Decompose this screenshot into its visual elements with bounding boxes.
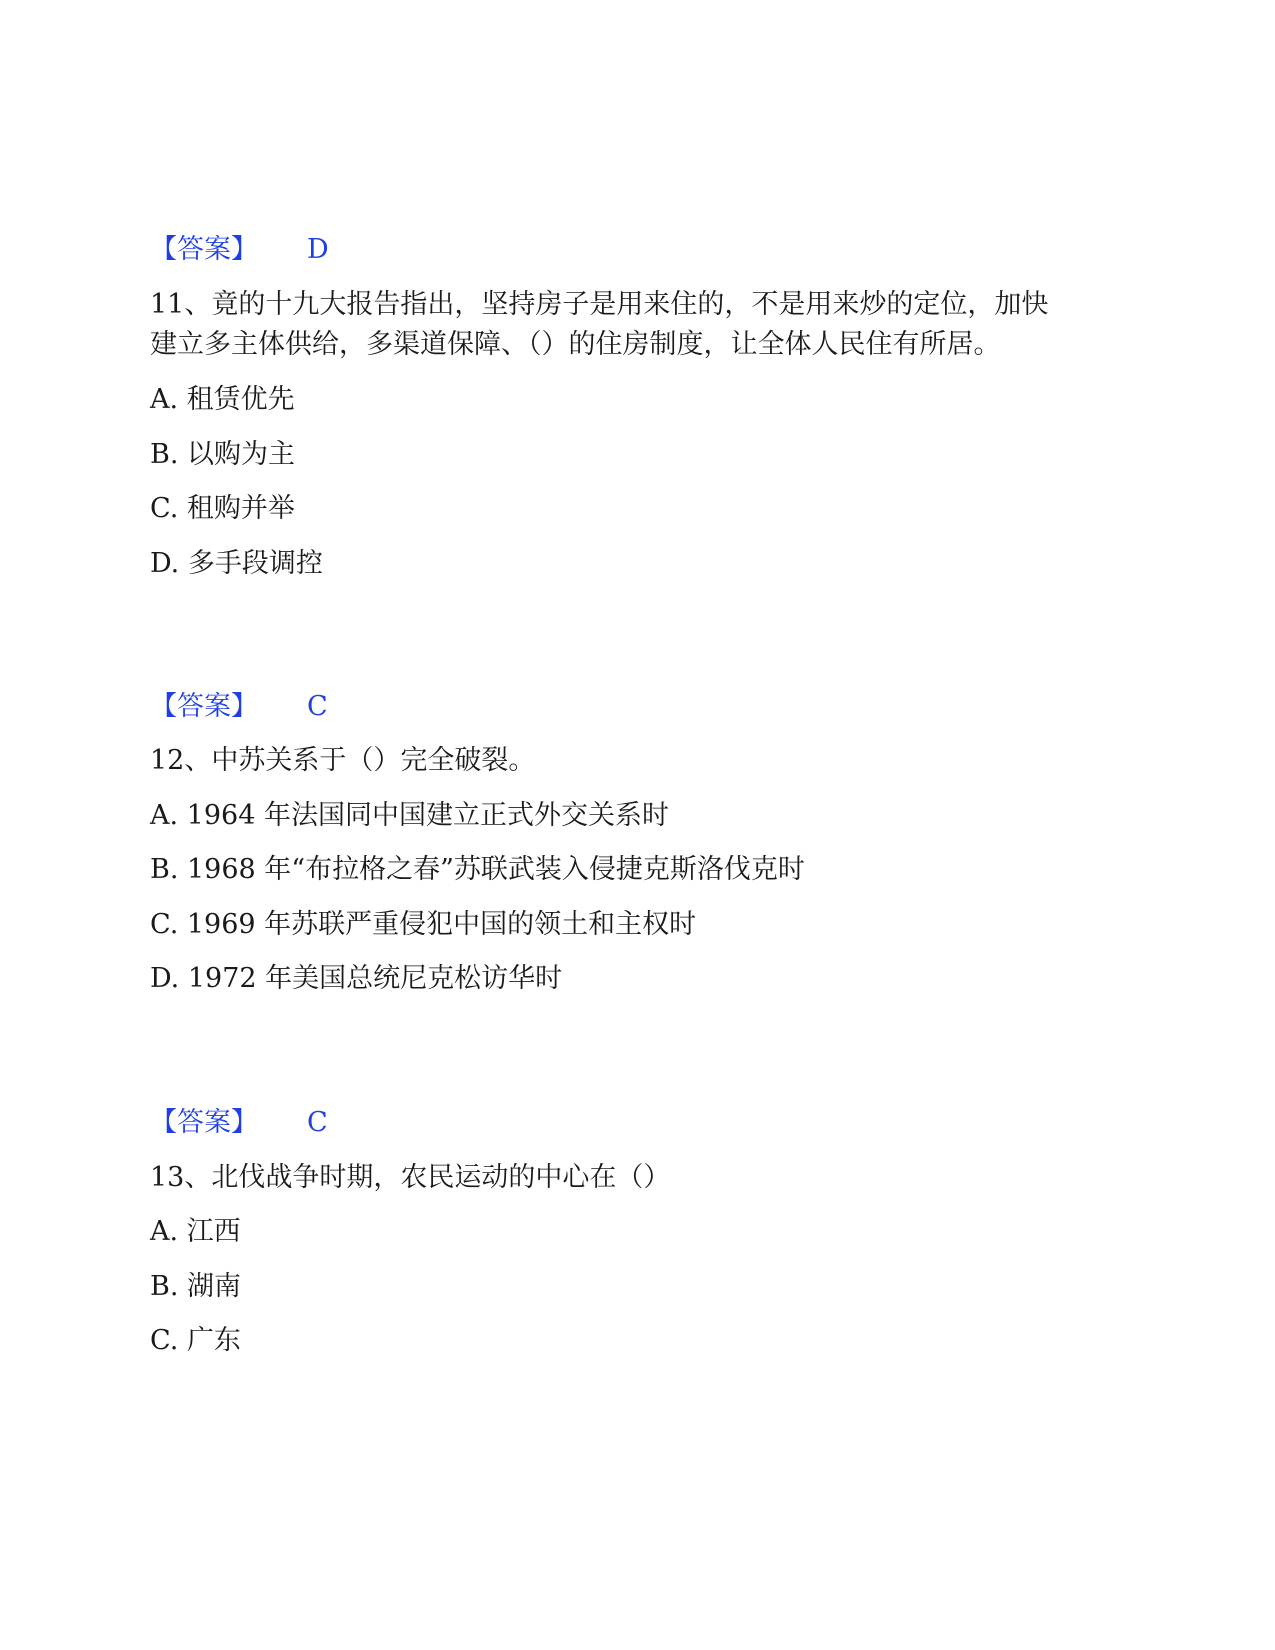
question-text: 12、中苏关系于（）完全破裂。 — [150, 745, 536, 776]
answer-label: 【答案】 — [150, 1107, 258, 1138]
option-a: A. 租赁优先 — [150, 384, 295, 415]
option-a: A. 1964 年法国同中国建立正式外交关系时 — [150, 800, 669, 831]
answer-value: C — [307, 1107, 328, 1138]
question-text: 建立多主体供给，多渠道保障、（）的住房制度，让全体人民住有所居。 — [150, 329, 1001, 360]
option-b: B. 以购为主 — [150, 439, 296, 470]
option-d: D. 1972 年美国总统尼克松访华时 — [150, 963, 563, 994]
option-c: C. 租购并举 — [150, 493, 295, 524]
question-text: 11、竟的十九大报告指出，坚持房子是用来住的，不是用来炒的定位，加快 — [150, 289, 1049, 320]
answer-label: 【答案】 — [150, 234, 258, 265]
option-b: B. 1968 年“布拉格之春”苏联武装入侵捷克斯洛伐克时 — [150, 854, 805, 885]
answer-label: 【答案】 — [150, 691, 258, 722]
option-a: A. 江西 — [150, 1216, 241, 1247]
answer-line — [150, 230, 550, 270]
option-d: D. 多手段调控 — [150, 548, 323, 579]
answer-line — [150, 1103, 550, 1143]
option-c: C. 广东 — [150, 1325, 241, 1356]
option-b: B. 湖南 — [150, 1271, 242, 1302]
option-c: C. 1969 年苏联严重侵犯中国的领土和主权时 — [150, 909, 697, 940]
answer-line — [150, 687, 550, 727]
answer-value: C — [307, 691, 328, 722]
question-text: 13、北伐战争时期，农民运动的中心在（） — [150, 1162, 671, 1193]
answer-value: D — [307, 234, 329, 265]
